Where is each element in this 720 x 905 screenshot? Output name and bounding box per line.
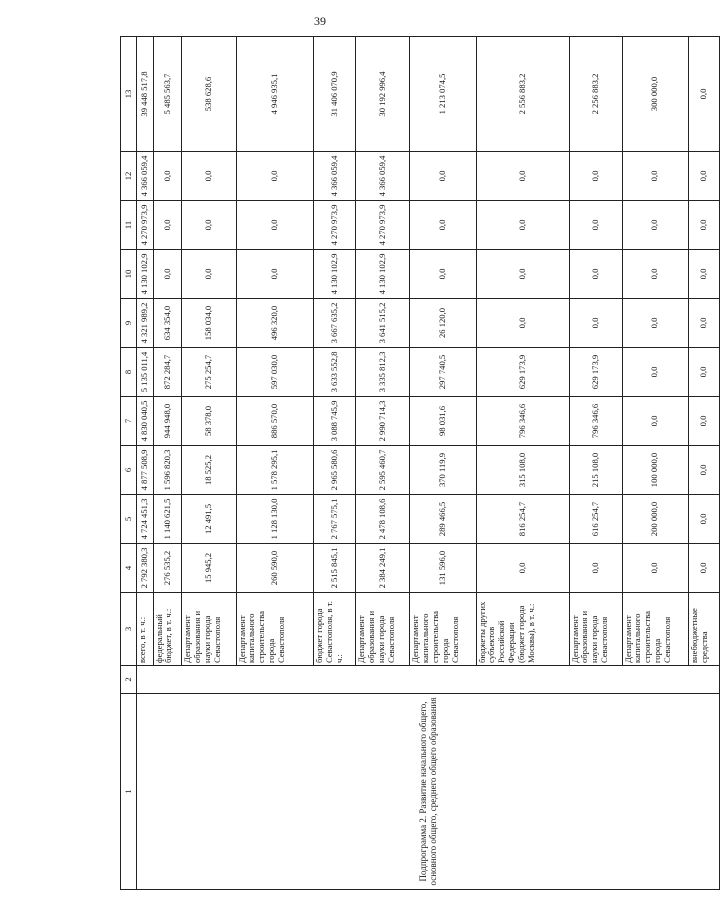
header-cell-3: 3 bbox=[121, 593, 137, 666]
total-cell: 2 556 883,2 bbox=[476, 37, 569, 152]
value-cell: 0,0 bbox=[153, 250, 182, 299]
value-cell: 886 570,0 bbox=[236, 397, 313, 446]
budget-table bbox=[120, 36, 720, 890]
value-cell: 2 515 845,1 bbox=[313, 544, 355, 593]
value-cell: 0,0 bbox=[622, 348, 688, 397]
value-cell: 0,0 bbox=[236, 152, 313, 201]
empty-cell bbox=[137, 666, 720, 694]
value-cell: 0,0 bbox=[688, 397, 719, 446]
page-number: 39 bbox=[314, 14, 326, 28]
value-cell: 0,0 bbox=[622, 201, 688, 250]
value-cell: 0,0 bbox=[688, 495, 719, 544]
value-cell: 58 378,0 bbox=[182, 397, 236, 446]
row-label: всего, в т. ч.: bbox=[137, 593, 154, 666]
value-cell: 200 000,0 bbox=[622, 495, 688, 544]
value-cell: 3 335 812,3 bbox=[356, 348, 410, 397]
value-cell: 0,0 bbox=[688, 152, 719, 201]
value-cell: 4 724 451,3 bbox=[137, 495, 154, 544]
value-cell: 370 119,9 bbox=[410, 446, 476, 495]
value-cell: 1 596 820,3 bbox=[153, 446, 182, 495]
value-cell: 2 384 249,1 bbox=[356, 544, 410, 593]
header-cell-11: 11 bbox=[121, 201, 137, 250]
value-cell: 2 965 580,6 bbox=[313, 446, 355, 495]
value-cell: 0,0 bbox=[410, 201, 476, 250]
value-cell: 944 948,0 bbox=[153, 397, 182, 446]
value-cell: 18 525,2 bbox=[182, 446, 236, 495]
value-cell: 0,0 bbox=[569, 299, 622, 348]
header-cell-5: 5 bbox=[121, 495, 137, 544]
total-cell: 0,0 bbox=[688, 37, 719, 152]
value-cell: 2 595 460,7 bbox=[356, 446, 410, 495]
total-cell: 1 213 074,5 bbox=[410, 37, 476, 152]
value-cell: 0,0 bbox=[622, 544, 688, 593]
table-row bbox=[137, 37, 154, 890]
row-label: Департамент капитального строительства города Севастополя bbox=[236, 593, 313, 666]
value-cell: 0,0 bbox=[688, 544, 719, 593]
row-label: федеральный бюджет, в т. ч.: bbox=[153, 593, 182, 666]
value-cell: 0,0 bbox=[688, 250, 719, 299]
value-cell: 131 596,0 bbox=[410, 544, 476, 593]
value-cell: 0,0 bbox=[476, 544, 569, 593]
value-cell: 3 667 635,2 bbox=[313, 299, 355, 348]
total-cell: 300 000,0 bbox=[622, 37, 688, 152]
value-cell: 2 767 575,1 bbox=[313, 495, 355, 544]
row-label: внебюджетные средства bbox=[688, 593, 719, 666]
value-cell: 0,0 bbox=[622, 152, 688, 201]
row-label: бюджет города Севастополя, в т. ч.: bbox=[313, 593, 355, 666]
value-cell: 4 270 973,9 bbox=[137, 201, 154, 250]
value-cell: 872 284,7 bbox=[153, 348, 182, 397]
header-cell-4: 4 bbox=[121, 544, 137, 593]
header-cell-9: 9 bbox=[121, 299, 137, 348]
value-cell: 260 590,0 bbox=[236, 544, 313, 593]
header-row bbox=[121, 37, 137, 890]
value-cell: 496 320,0 bbox=[236, 299, 313, 348]
row-label: Департамент образования и науки города Севастополя bbox=[569, 593, 622, 666]
value-cell: 2 478 108,6 bbox=[356, 495, 410, 544]
value-cell: 15 945,2 bbox=[182, 544, 236, 593]
value-cell: 0,0 bbox=[236, 250, 313, 299]
header-cell-7: 7 bbox=[121, 397, 137, 446]
total-cell: 30 192 996,4 bbox=[356, 37, 410, 152]
value-cell: 0,0 bbox=[569, 201, 622, 250]
value-cell: 289 466,5 bbox=[410, 495, 476, 544]
value-cell: 2 792 380,3 bbox=[137, 544, 154, 593]
header-cell-1: 1 bbox=[121, 694, 137, 890]
header-cell-6: 6 bbox=[121, 446, 137, 495]
row-label: Департамент капитального строительства города Севастополя bbox=[410, 593, 476, 666]
value-cell: 4 270 973,9 bbox=[356, 201, 410, 250]
value-cell: 158 034,0 bbox=[182, 299, 236, 348]
value-cell: 796 346,6 bbox=[569, 397, 622, 446]
value-cell: 629 173,9 bbox=[569, 348, 622, 397]
header-cell-13: 13 bbox=[121, 37, 137, 152]
value-cell: 4 130 102,9 bbox=[313, 250, 355, 299]
value-cell: 4 366 059,4 bbox=[356, 152, 410, 201]
value-cell: 4 321 989,2 bbox=[137, 299, 154, 348]
value-cell: 0,0 bbox=[622, 299, 688, 348]
value-cell: 3 641 515,2 bbox=[356, 299, 410, 348]
value-cell: 597 030,0 bbox=[236, 348, 313, 397]
value-cell: 0,0 bbox=[569, 250, 622, 299]
value-cell: 0,0 bbox=[688, 348, 719, 397]
row-label: Департамент образования и науки города Севастополя bbox=[356, 593, 410, 666]
value-cell: 26 120,0 bbox=[410, 299, 476, 348]
value-cell: 275 254,7 bbox=[182, 348, 236, 397]
value-cell: 0,0 bbox=[410, 250, 476, 299]
value-cell: 4 130 102,9 bbox=[137, 250, 154, 299]
value-cell: 0,0 bbox=[476, 299, 569, 348]
total-cell: 2 256 883,2 bbox=[569, 37, 622, 152]
value-cell: 4 877 508,9 bbox=[137, 446, 154, 495]
value-cell: 0,0 bbox=[476, 201, 569, 250]
value-cell: 3 088 745,9 bbox=[313, 397, 355, 446]
value-cell: 0,0 bbox=[153, 152, 182, 201]
total-cell: 4 946 935,1 bbox=[236, 37, 313, 152]
value-cell: 0,0 bbox=[182, 201, 236, 250]
value-cell: 0,0 bbox=[182, 152, 236, 201]
row-label: Департамент образования и науки города Севастополя bbox=[182, 593, 236, 666]
value-cell: 3 633 552,8 bbox=[313, 348, 355, 397]
header-cell-8: 8 bbox=[121, 348, 137, 397]
value-cell: 215 108,0 bbox=[569, 446, 622, 495]
value-cell: 0,0 bbox=[622, 250, 688, 299]
value-cell: 297 740,5 bbox=[410, 348, 476, 397]
value-cell: 2 990 714,3 bbox=[356, 397, 410, 446]
value-cell: 634 354,0 bbox=[153, 299, 182, 348]
value-cell: 0,0 bbox=[236, 201, 313, 250]
program-title: Подпрограмма 2. Развитие начального общего, основного общего, среднего общего образования bbox=[137, 694, 720, 890]
value-cell: 1 128 130,0 bbox=[236, 495, 313, 544]
value-cell: 1 578 295,1 bbox=[236, 446, 313, 495]
total-cell: 31 406 070,9 bbox=[313, 37, 355, 152]
value-cell: 12 491,5 bbox=[182, 495, 236, 544]
value-cell: 0,0 bbox=[569, 152, 622, 201]
value-cell: 0,0 bbox=[476, 152, 569, 201]
value-cell: 0,0 bbox=[688, 446, 719, 495]
value-cell: 0,0 bbox=[153, 201, 182, 250]
value-cell: 0,0 bbox=[622, 397, 688, 446]
value-cell: 4 830 040,5 bbox=[137, 397, 154, 446]
value-cell: 1 140 621,5 bbox=[153, 495, 182, 544]
value-cell: 98 031,6 bbox=[410, 397, 476, 446]
value-cell: 100 000,0 bbox=[622, 446, 688, 495]
value-cell: 4 366 059,4 bbox=[137, 152, 154, 201]
value-cell: 796 346,6 bbox=[476, 397, 569, 446]
total-cell: 5 485 563,7 bbox=[153, 37, 182, 152]
total-cell: 39 448 517,8 bbox=[137, 37, 154, 152]
value-cell: 0,0 bbox=[688, 201, 719, 250]
value-cell: 0,0 bbox=[476, 250, 569, 299]
value-cell: 0,0 bbox=[569, 544, 622, 593]
value-cell: 0,0 bbox=[182, 250, 236, 299]
row-label: бюджеты других субъектов Российской Федерации (бюджет города Москвы), в т. ч.: bbox=[476, 593, 569, 666]
value-cell: 4 366 059,4 bbox=[313, 152, 355, 201]
rotated-table-frame bbox=[120, 38, 720, 890]
header-cell-2: 2 bbox=[121, 666, 137, 694]
value-cell: 4 270 973,9 bbox=[313, 201, 355, 250]
value-cell: 315 108,0 bbox=[476, 446, 569, 495]
value-cell: 629 173,9 bbox=[476, 348, 569, 397]
value-cell: 5 135 011,4 bbox=[137, 348, 154, 397]
total-cell: 538 628,6 bbox=[182, 37, 236, 152]
row-label: Департамент капитального строительства города Севастополя bbox=[622, 593, 688, 666]
value-cell: 4 130 102,9 bbox=[356, 250, 410, 299]
value-cell: 0,0 bbox=[688, 299, 719, 348]
value-cell: 276 535,2 bbox=[153, 544, 182, 593]
value-cell: 816 254,7 bbox=[476, 495, 569, 544]
value-cell: 0,0 bbox=[410, 152, 476, 201]
header-cell-10: 10 bbox=[121, 250, 137, 299]
header-cell-12: 12 bbox=[121, 152, 137, 201]
value-cell: 616 254,7 bbox=[569, 495, 622, 544]
